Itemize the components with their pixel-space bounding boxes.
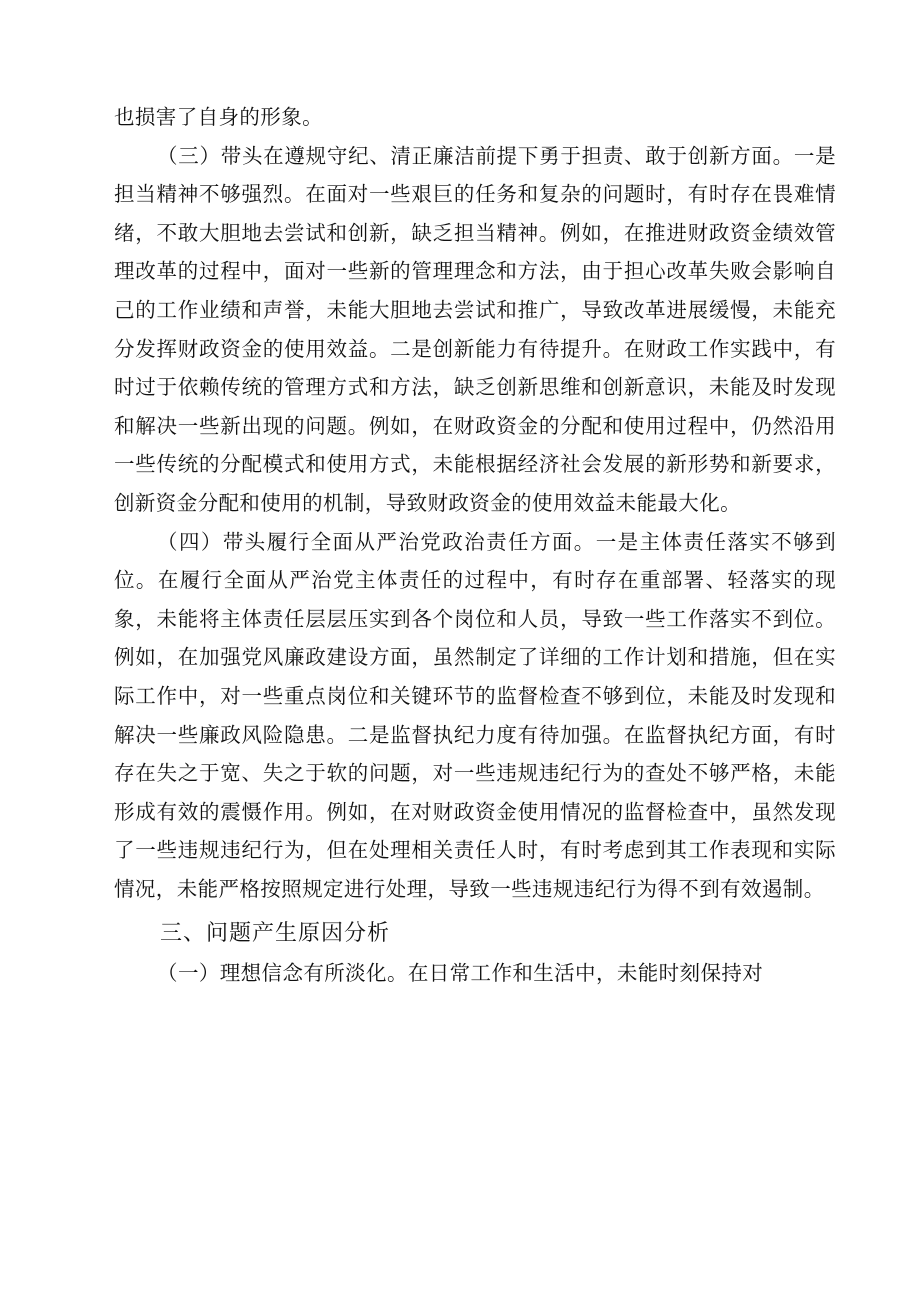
paragraph-section-4: （四）带头履行全面从严治党政治责任方面。一是主体责任落实不够到位。在履行全面从严治党主体责任的过程中，有时存在重部署、轻落实的现象，未能将主体责任层层压实到各个岗位和人员，导致一些工作落实不到位。例如，在加强党风廉政建设方面，虽然制定了详细的工作计划和措施，但在实际工作中，对一些重点岗位和关键环节的监督检查不够到位，未能及时发现和解决一些廉政风险隐患。二是监督执纪力度有待加强。在监督执纪方面，有时存在失之于宽、失之于软的问题，对一些违规违纪行为的查处不够严格，未能形成有效的震慑作用。例如，在对财政资金使用情况的监督检查中，虽然发现了一些违规违纪行为，但在处理相关责任人时，有时考虑到其工作表现和实际情况，未能严格按照规定进行处理，导致一些违规违纪行为得不到有效遏制。 <box>114 529 836 901</box>
section-heading: 三、问题产生原因分析 <box>160 921 391 947</box>
paragraph-cause-1: （一）理想信念有所淡化。在日常工作和生活中，未能时刻保持对 <box>157 961 764 986</box>
paragraph-continued: 也损害了自身的形象。 <box>114 105 323 129</box>
paragraph-section-3: （三）带头在遵规守纪、清正廉洁前提下勇于担责、敢于创新方面。一是担当精神不够强烈。在面对一些艰巨的任务和复杂的问题时，有时存在畏难情绪，不敢大胆地去尝试和创新，缺乏担当精神。例如，在推进财政资金绩效管理改革的过程中，面对一些新的管理理念和方法，由于担心改革失败会影响自己的工作业绩和声誉，未能大胆地去尝试和推广，导致改革进展缓慢，未能充分发挥财政资金的使用效益。二是创新能力有待提升。在财政工作实践中，有时过于依赖传统的管理方式和方法，缺乏创新思维和创新意识，未能及时发现和解决一些新出现的问题。例如，在财政资金的分配和使用过程中，仍然沿用一些传统的分配模式和使用方式，未能根据经济社会发展的新形势和新要求，创新资金分配和使用的机制，导致财政资金的使用效益未能最大化。 <box>114 143 836 515</box>
